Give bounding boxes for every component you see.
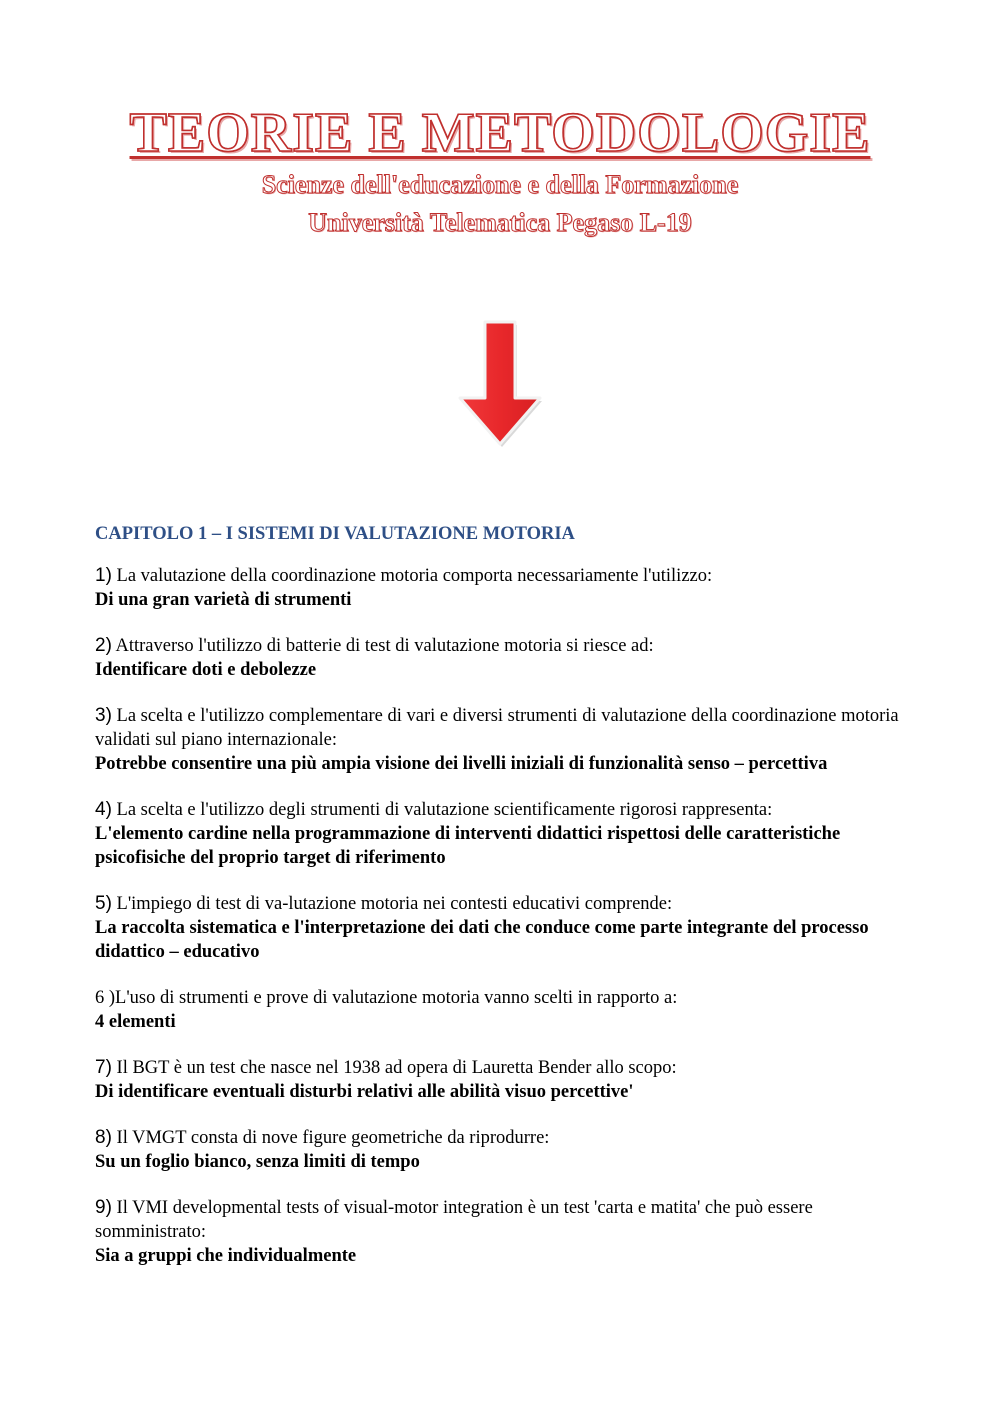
question-number: 4) <box>95 799 112 820</box>
document-body <box>95 522 905 1290</box>
question-number: 1) <box>95 565 112 586</box>
question-number: 2) <box>95 635 112 656</box>
question-text: 8) Il VMGT consta di nove figure geometriche da riprodurre: <box>95 1127 550 1148</box>
qa-item-2 <box>95 634 905 682</box>
answer-text: Potrebbe consentire una più ampia visione dei livelli iniziali di funzionalità senso – percettiva <box>95 754 828 774</box>
answer-text: Identificare doti e debolezze <box>95 660 317 680</box>
document-title: TEORIE E METODOLOGIE <box>129 102 871 164</box>
question-number: 3) <box>95 705 112 726</box>
qa-item-1 <box>95 564 905 612</box>
qa-item-8 <box>95 1126 905 1174</box>
question-text: 7) Il BGT è un test che nasce nel 1938 ad opera di Lauretta Bender allo scopo: <box>95 1057 677 1078</box>
question-number: 5) <box>95 893 112 914</box>
answer-text: L'elemento cardine nella programmazione di interventi didattici rispettosi delle caratteristiche psicofisiche del proprio target di riferimento <box>95 824 841 868</box>
question-text: 6 )L'uso di strumenti e prove di valutazione motoria vanno scelti in rapporto a: <box>95 988 678 1008</box>
question-text: 1) La valutazione della coordinazione motoria comporta necessariamente l'utilizzo: <box>95 565 713 586</box>
answer-text: La raccolta sistematica e l'interpretazione dei dati che conduce come parte integrante del processo didattico – educativo <box>95 918 869 962</box>
question-number: 7) <box>95 1057 112 1078</box>
qa-item-7 <box>95 1056 905 1104</box>
qa-item-6 <box>95 986 905 1034</box>
question-text: 4) La scelta e l'utilizzo degli strumenti di valutazione scientificamente rigorosi rappresenta: <box>95 799 773 820</box>
answer-text: Di identificare eventuali disturbi relativi alle abilità visuo percettive' <box>95 1082 634 1102</box>
question-number: 9) <box>95 1197 112 1218</box>
document-subtitle-university: Università Telematica Pegaso L-19 <box>308 208 692 237</box>
document-header <box>0 100 1000 242</box>
question-number: 6 ) <box>95 988 116 1008</box>
answer-text: Su un foglio bianco, senza limiti di tempo <box>95 1152 420 1172</box>
qa-item-5 <box>95 892 905 964</box>
qa-item-4 <box>95 798 905 870</box>
question-text: 5) L'impiego di test di va-lutazione motoria nei contesti educativi comprende: <box>95 893 673 914</box>
answer-text: Di una gran varietà di strumenti <box>95 590 352 610</box>
answer-text: 4 elementi <box>95 1012 176 1032</box>
question-text: 3) La scelta e l'utilizzo complementare di vari e diversi strumenti di valutazione della coordinazione motoria validati sul piano internazionale: <box>95 705 899 750</box>
down-arrow-icon <box>454 318 546 450</box>
question-text: 2) Attraverso l'utilizzo di batterie di test di valutazione motoria si riesce ad: <box>95 635 654 656</box>
document-subtitle-course: Scienze dell'educazione e della Formazione <box>261 170 739 199</box>
qa-item-9 <box>95 1196 905 1268</box>
question-number: 8) <box>95 1127 112 1148</box>
qa-item-3 <box>95 704 905 776</box>
question-text: 9) Il VMI developmental tests of visual-motor integration è un test 'carta e matita' che può essere somministrato: <box>95 1197 813 1242</box>
answer-text: Sia a gruppi che individualmente <box>95 1246 357 1266</box>
chapter-title: CAPITOLO 1 – I SISTEMI DI VALUTAZIONE MOTORIA <box>95 524 575 544</box>
